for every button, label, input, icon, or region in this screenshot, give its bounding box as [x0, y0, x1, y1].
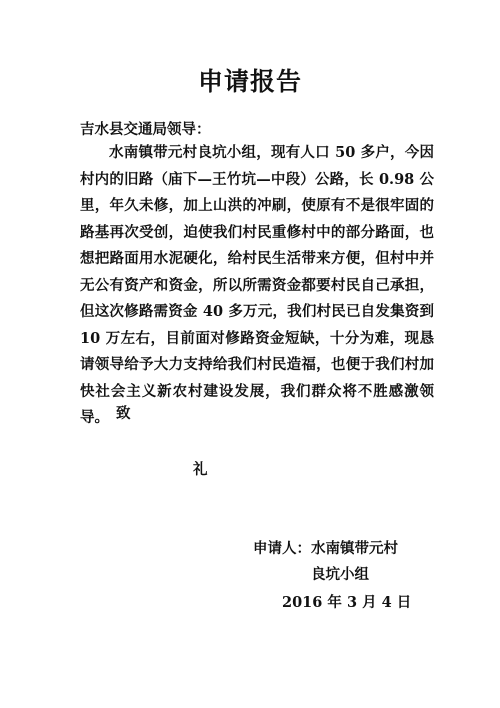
- closing-li: 礼: [193, 461, 208, 478]
- applicant-line-2: 良坑小组: [311, 566, 369, 583]
- applicant-line-1: 申请人：水南镇带元村: [253, 540, 398, 557]
- date: 2016 年 3 月 4 日: [282, 594, 412, 611]
- salutation: 吉水县交通局领导：: [80, 121, 211, 138]
- closing-zhi: 致: [116, 405, 131, 422]
- document-title: 申请报告: [197, 67, 302, 96]
- body-paragraph: 水南镇带元村良坑小组，现有人口 50 多户，今因村内的旧路（庙下—王竹坑—中段）公路，长 0.98 公里，年久未修，加上山洪的冲刷，使原有不是很牢固的路基再次受创，迫使我们村民重修村中的部分路面，也想把路面用水泥硬化，给村民生活带来方便，但村中并无公有资产和资金，所以所需资金都要村民自己承担，但这次修路需资金 40 多万元，我们村民已自发集资到 10 万左右，目前面对修路资金短缺，十分为难，现恳请领导给予大力支持给我们村民造福，也便于我们村加快社会主义新农村建设发展，我们群众将不胜感激领导。: [80, 144, 434, 426]
